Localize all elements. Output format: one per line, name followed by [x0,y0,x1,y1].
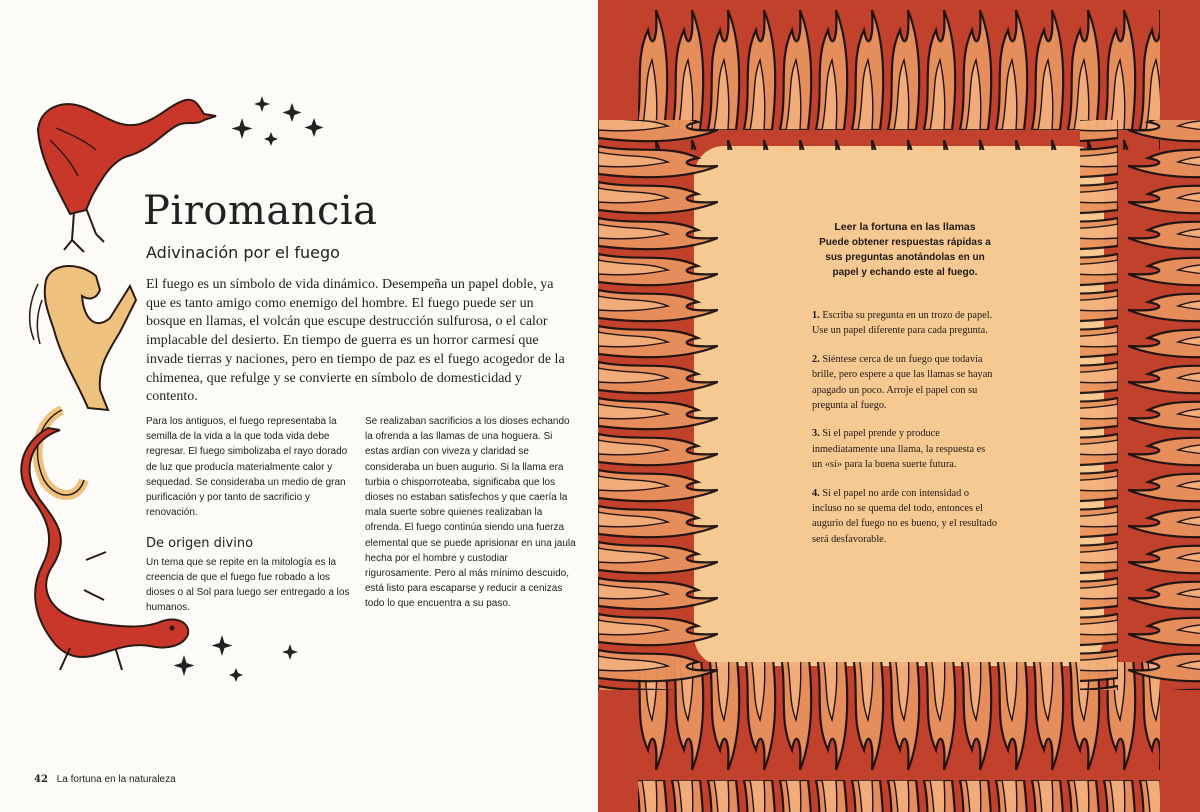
body-paragraph: Se realizaban sacrificios a los dioses echando la ofrenda a las llamas de una hoguera. Si estas ardían con viveza y claridad se consideraba un buen augurio. Si la llama era turbia o chisporroteaba, significaba que los dioses no estaban satisfechos y que caería la mala suerte sobre quienes realizaban la ofrenda. El fuego continúa siendo una fuerza elemental que se puede aprisionar en una jaula hecha por el hombre y custodiar rigurosamente. Pero al más mínimo descuido, está listo para escaparse y reducir a cenizas todo lo que encuentra a su paso. [365,416,576,610]
step-item [812,352,998,414]
left-page [0,0,598,812]
horse-illustration [30,266,136,495]
step-text: Escriba su pregunta en un trozo de papel. Use un papel diferente para cada pregunta. [812,310,993,337]
step-item [812,486,998,548]
step-text: Siéntese cerca de un fuego que todavía brille, pero espere a que las llamas se hayan apagado un poco. Arroje el papel con su pregunta al fuego. [812,353,993,412]
body-paragraph: Un tema que se repite en la mitología es la creencia de que el fuego fue robado a los dioses o al Sol para luego ser entregado a los humanos. [146,556,350,614]
page-number: 42 [34,774,48,785]
section-heading: De origen divino [146,536,254,552]
right-page [598,0,1200,812]
text-column-1 [146,414,358,615]
page-title: Piromancia [143,188,378,234]
card-title: Leer la fortuna en las llamas [834,221,976,233]
step-text: Si el papel prende y produce inmediatamente una llama, la respuesta es un «sí» para la buena suerte futura. [812,428,986,471]
step-number: 4. [812,487,820,499]
lead-paragraph: El fuego es un símbolo de vida dinámico. Desempeña un papel doble, ya que es tanto amigo como enemigo del hombre. El fuego puede ser un bosque en llamas, el volcán que escupe destrucción sulfurosa, o el calor implacable del desierto. En tiempo de guerra es un horror carmesí que invade tierras y naciones, pero en tiempo de paz es el fuego acogedor de la chimenea, que refulge y se convierte en símbolo de domesticidad y contento. [146,277,565,405]
step-number: 3. [812,428,820,440]
text-column-2 [365,414,577,612]
step-number: 2. [812,353,820,365]
page-footer [34,774,176,785]
page-subtitle: Adivinación por el fuego [146,243,340,262]
card-intro: Puede obtener respuestas rápidas a sus preguntas anotándolas en un papel y echando este al fuego. [819,237,991,278]
chapter-name: La fortuna en la naturaleza [56,774,176,785]
fortune-card [812,220,998,560]
step-item [812,308,998,339]
step-text: Si el papel no arde con intensidad o incluso no se quema del todo, entonces el augurio del fuego no es bueno, y el resultado será desfavorable. [812,487,998,545]
step-item [812,426,998,472]
step-number: 1. [812,310,820,321]
body-paragraph: Para los antiguos, el fuego representaba la semilla de la vida a la que toda vida debe regresar. El fuego simbolizaba el rayo dorado de luz que producía materialmente calor y sequedad. Se consideraba un medio de gran purificación y por tanto de sacrificio y renovación. [146,416,348,519]
